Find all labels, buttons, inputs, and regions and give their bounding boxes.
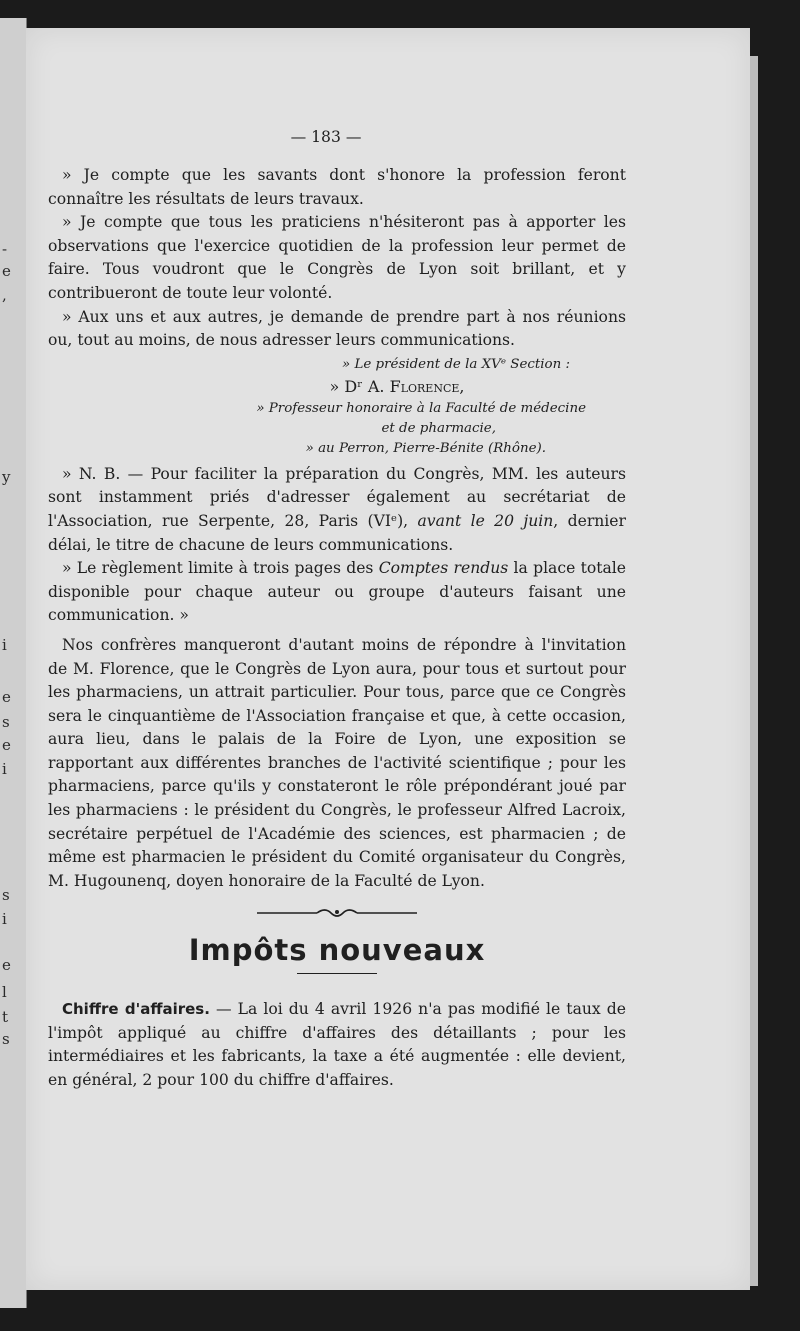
margin-glyph: , — [2, 286, 7, 304]
signature-title: » Le président de la XVᵉ Section : — [342, 356, 570, 372]
signature-position-cont: et de pharmacie, — [381, 420, 496, 436]
reglement-emphasis: Comptes rendus — [378, 559, 509, 578]
final-text: — La loi du 4 avril 1926 n'a pas modifié le taux de l'impôt appliqué au chiffre d'affaires des détaillants ; pour les intermédiaires et les fabricants, la taxe a été augmentée : elle devient, en général, 2 pour 100 du chiffre d'affaires. — [48, 1000, 626, 1089]
reglement-text: » Le règlement limite à trois pages des — [62, 559, 379, 578]
reglement-paragraph — [48, 557, 626, 628]
ornament-divider — [257, 903, 417, 917]
margin-glyph: s — [2, 1030, 10, 1048]
quote-paragraph: » Je compte que tous les praticiens n'hésiteront pas à apporter les observations que l'exercice quotidien de la profession leur permet de faire. Tous voudront que le Congrès de Lyon soit brillant, et y contribueront de toute leur volonté. — [48, 213, 626, 302]
signature-address: » au Perron, Pierre-Bénite (Rhône). — [305, 440, 546, 456]
document-page — [26, 28, 750, 1290]
margin-glyph: e — [2, 736, 11, 754]
margin-glyph: e — [2, 956, 11, 974]
reglement-text-end: la place totale disponible pour chaque auteur ou groupe d'auteurs faisant une communication. » — [48, 559, 626, 625]
margin-glyph: s — [2, 886, 10, 904]
page-number: — 183 — — [290, 128, 362, 146]
margin-glyph: i — [2, 760, 7, 778]
quote-paragraph: » Aux uns et aux autres, je demande de prendre part à nos réunions ou, tout au moins, de nous adresser leurs communications. — [48, 307, 626, 350]
page-text — [48, 164, 626, 1092]
main-paragraph: Nos confrères manqueront d'autant moins de répondre à l'invitation de M. Florence, que le Congrès de Lyon aura, pour tous et surtout pour les pharmaciens, un attrait particulier. Pour tous, parce que ce Congrès sera le cinquantième de l'Association française et que, à cette occasion, aura lieu, dans le palais de la Foire de Lyon, une exposition se rapportant aux différentes branches de l'activité scientifique ; pour les pharmaciens, parce qu'ils y constateront le rôle prépondérant joué par les pharmaciens : le président du Congrès, le professeur Alfred Lacroix, secrétaire perpétuel de l'Académie des sciences, est pharmacien ; de même est pharmacien le président du Comité organisateur du Congrès, M. Hugounenq, doyen honoraire de la Faculté de Lyon. — [48, 635, 626, 890]
section-heading: Impôts nouveaux — [188, 933, 486, 968]
nb-deadline: avant le 20 juin — [417, 511, 554, 530]
margin-glyph: l — [2, 983, 7, 1001]
nb-paragraph — [48, 463, 626, 557]
nb-text: » N. B. — Pour faciliter la préparation du Congrès, MM. les auteurs sont instamment priés d'adresser également au secrétariat de l'Association, rue Serpente, 28, Paris (VIᵉ), — [48, 464, 626, 530]
previous-page-edge — [0, 18, 27, 1308]
margin-glyph: s — [2, 713, 10, 731]
margin-glyph: i — [2, 910, 7, 928]
margin-glyph: i — [2, 636, 7, 654]
margin-glyph: - — [2, 240, 8, 258]
signature-name: » Dʳ A. Florence, — [329, 376, 465, 396]
ornament-icon — [257, 905, 417, 919]
signature-block — [48, 355, 626, 459]
signature-position: » Professeur honoraire à la Faculté de médecine — [256, 400, 586, 416]
nb-text-end: , dernier délai, le titre de chacune de leurs communications. — [48, 511, 626, 554]
final-lead: Chiffre d'affaires. — [62, 1000, 210, 1019]
margin-glyph: y — [2, 468, 11, 486]
margin-glyph: e — [2, 262, 11, 280]
quote-paragraph: » Je compte que les savants dont s'honore la profession feront connaître les résultats de leurs travaux. — [48, 166, 626, 208]
heading-underline — [297, 973, 377, 974]
margin-glyph: e — [2, 688, 11, 706]
page-edge — [750, 56, 758, 1286]
final-paragraph — [48, 998, 626, 1092]
margin-glyph: t — [2, 1008, 9, 1026]
